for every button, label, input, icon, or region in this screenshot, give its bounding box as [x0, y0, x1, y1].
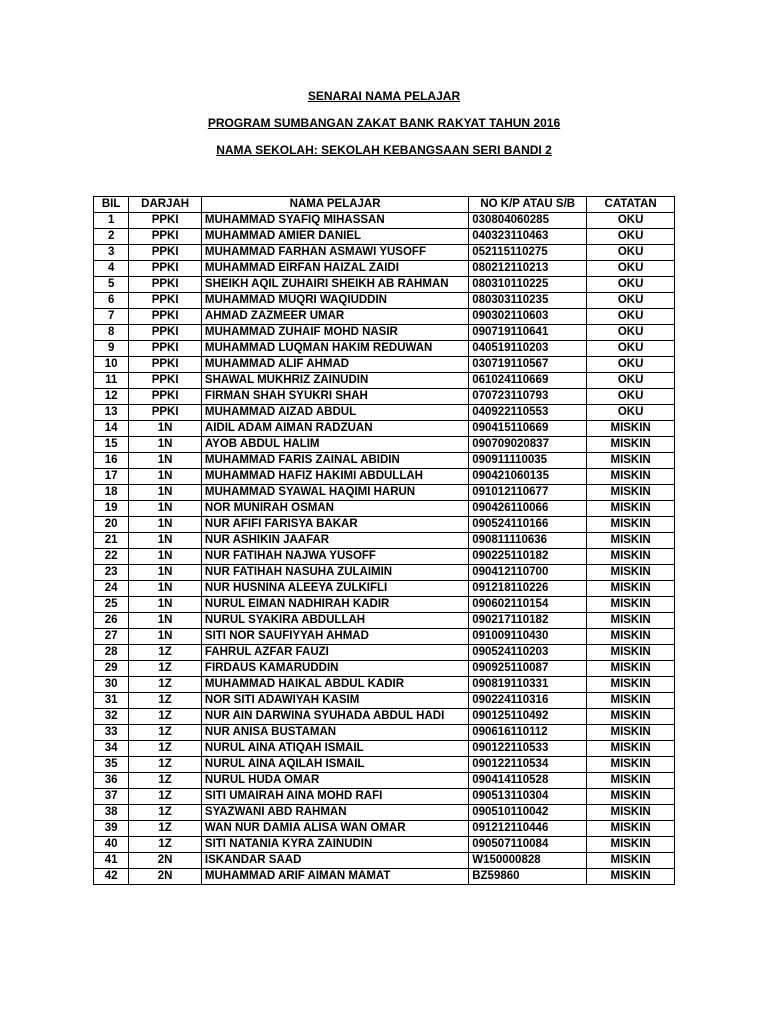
- cell-bil: 40: [94, 837, 129, 853]
- cell-nama-pelajar: NURUL EIMAN NADHIRAH KADIR: [201, 597, 468, 613]
- cell-nama-pelajar: MUHAMMAD AMIER DANIEL: [201, 229, 468, 245]
- table-body: [94, 213, 675, 885]
- cell-nama-pelajar: SHAWAL MUKHRIZ ZAINUDIN: [201, 373, 468, 389]
- cell-catatan: OKU: [587, 261, 675, 277]
- cell-darjah: 1N: [129, 597, 202, 613]
- cell-no-kp: 090302110603: [469, 309, 587, 325]
- cell-nama-pelajar: NUR ASHIKIN JAAFAR: [201, 533, 468, 549]
- cell-catatan: MISKIN: [587, 533, 675, 549]
- cell-darjah: 1N: [129, 533, 202, 549]
- table-row: [94, 389, 675, 405]
- cell-bil: 30: [94, 677, 129, 693]
- table-row: [94, 645, 675, 661]
- table-row: [94, 837, 675, 853]
- table-row: [94, 693, 675, 709]
- table-row: [94, 741, 675, 757]
- cell-nama-pelajar: SITI UMAIRAH AINA MOHD RAFI: [201, 789, 468, 805]
- table-row: [94, 805, 675, 821]
- cell-no-kp: 090122110534: [469, 757, 587, 773]
- table-row: [94, 245, 675, 261]
- cell-darjah: 1N: [129, 549, 202, 565]
- cell-no-kp: 090819110331: [469, 677, 587, 693]
- cell-catatan: OKU: [587, 341, 675, 357]
- cell-nama-pelajar: SITI NOR SAUFIYYAH AHMAD: [201, 629, 468, 645]
- table-row: [94, 661, 675, 677]
- cell-nama-pelajar: MUHAMMAD HAIKAL ABDUL KADIR: [201, 677, 468, 693]
- cell-bil: 39: [94, 821, 129, 837]
- cell-no-kp: 080303110235: [469, 293, 587, 309]
- cell-catatan: MISKIN: [587, 597, 675, 613]
- cell-darjah: 1Z: [129, 773, 202, 789]
- cell-no-kp: 070723110793: [469, 389, 587, 405]
- table-row: [94, 613, 675, 629]
- cell-no-kp: 090415110669: [469, 421, 587, 437]
- cell-nama-pelajar: NUR FATIHAH NAJWA YUSOFF: [201, 549, 468, 565]
- cell-no-kp: 091218110226: [469, 581, 587, 597]
- table-row: [94, 581, 675, 597]
- table-row: [94, 325, 675, 341]
- cell-nama-pelajar: MUHAMMAD SYAWAL HAQIMI HARUN: [201, 485, 468, 501]
- cell-darjah: 2N: [129, 869, 202, 885]
- cell-bil: 21: [94, 533, 129, 549]
- cell-bil: 14: [94, 421, 129, 437]
- cell-nama-pelajar: MUHAMMAD SYAFIQ MIHASSAN: [201, 213, 468, 229]
- cell-no-kp: W150000828: [469, 853, 587, 869]
- cell-darjah: 1Z: [129, 789, 202, 805]
- cell-darjah: 1N: [129, 453, 202, 469]
- cell-no-kp: 090911110035: [469, 453, 587, 469]
- table-row: [94, 277, 675, 293]
- cell-catatan: MISKIN: [587, 469, 675, 485]
- cell-catatan: MISKIN: [587, 437, 675, 453]
- cell-catatan: MISKIN: [587, 821, 675, 837]
- cell-catatan: OKU: [587, 389, 675, 405]
- cell-catatan: MISKIN: [587, 837, 675, 853]
- cell-catatan: OKU: [587, 405, 675, 421]
- cell-bil: 24: [94, 581, 129, 597]
- cell-catatan: OKU: [587, 245, 675, 261]
- cell-bil: 3: [94, 245, 129, 261]
- cell-darjah: PPKI: [129, 325, 202, 341]
- cell-catatan: MISKIN: [587, 501, 675, 517]
- cell-darjah: PPKI: [129, 293, 202, 309]
- cell-no-kp: 040922110553: [469, 405, 587, 421]
- cell-catatan: MISKIN: [587, 453, 675, 469]
- cell-darjah: 1Z: [129, 645, 202, 661]
- cell-bil: 28: [94, 645, 129, 661]
- cell-catatan: MISKIN: [587, 709, 675, 725]
- cell-catatan: MISKIN: [587, 869, 675, 885]
- cell-bil: 12: [94, 389, 129, 405]
- cell-catatan: MISKIN: [587, 581, 675, 597]
- cell-nama-pelajar: MUHAMMAD FARIS ZAINAL ABIDIN: [201, 453, 468, 469]
- cell-no-kp: 090925110087: [469, 661, 587, 677]
- student-table: [93, 196, 675, 885]
- cell-nama-pelajar: MUHAMMAD MUQRI WAQIUDDIN: [201, 293, 468, 309]
- column-header-no-kp: NO K/P ATAU S/B: [469, 197, 587, 213]
- cell-catatan: MISKIN: [587, 485, 675, 501]
- cell-nama-pelajar: MUHAMMAD ARIF AIMAN MAMAT: [201, 869, 468, 885]
- cell-no-kp: 090513110304: [469, 789, 587, 805]
- cell-nama-pelajar: AHMAD ZAZMEER UMAR: [201, 309, 468, 325]
- cell-bil: 5: [94, 277, 129, 293]
- cell-bil: 1: [94, 213, 129, 229]
- table-row: [94, 853, 675, 869]
- table-row: [94, 869, 675, 885]
- table-row: [94, 261, 675, 277]
- cell-darjah: 1N: [129, 437, 202, 453]
- cell-no-kp: 090225110182: [469, 549, 587, 565]
- cell-nama-pelajar: MUHAMMAD AIZAD ABDUL: [201, 405, 468, 421]
- cell-catatan: MISKIN: [587, 613, 675, 629]
- cell-bil: 34: [94, 741, 129, 757]
- cell-nama-pelajar: NOR MUNIRAH OSMAN: [201, 501, 468, 517]
- cell-no-kp: 090421060135: [469, 469, 587, 485]
- cell-bil: 9: [94, 341, 129, 357]
- column-header-bil: BIL: [94, 197, 129, 213]
- cell-darjah: 1Z: [129, 725, 202, 741]
- cell-darjah: PPKI: [129, 405, 202, 421]
- table-row: [94, 677, 675, 693]
- table-row: [94, 229, 675, 245]
- cell-catatan: OKU: [587, 229, 675, 245]
- cell-bil: 36: [94, 773, 129, 789]
- cell-catatan: MISKIN: [587, 517, 675, 533]
- cell-no-kp: 090412110700: [469, 565, 587, 581]
- cell-nama-pelajar: NUR ANISA BUSTAMAN: [201, 725, 468, 741]
- cell-darjah: 1Z: [129, 757, 202, 773]
- cell-catatan: MISKIN: [587, 565, 675, 581]
- cell-nama-pelajar: WAN NUR DAMIA ALISA WAN OMAR: [201, 821, 468, 837]
- column-header-darjah: DARJAH: [129, 197, 202, 213]
- cell-darjah: 1Z: [129, 661, 202, 677]
- cell-nama-pelajar: AIDIL ADAM AIMAN RADZUAN: [201, 421, 468, 437]
- cell-nama-pelajar: NURUL HUDA OMAR: [201, 773, 468, 789]
- cell-nama-pelajar: MUHAMMAD ZUHAIF MOHD NASIR: [201, 325, 468, 341]
- cell-darjah: PPKI: [129, 229, 202, 245]
- cell-no-kp: 091212110446: [469, 821, 587, 837]
- column-header-catatan: CATATAN: [587, 197, 675, 213]
- cell-darjah: 1N: [129, 469, 202, 485]
- table-row: [94, 565, 675, 581]
- cell-no-kp: 090507110084: [469, 837, 587, 853]
- cell-catatan: OKU: [587, 325, 675, 341]
- cell-nama-pelajar: MUHAMMAD FARHAN ASMAWI YUSOFF: [201, 245, 468, 261]
- cell-nama-pelajar: AYOB ABDUL HALIM: [201, 437, 468, 453]
- cell-bil: 17: [94, 469, 129, 485]
- cell-nama-pelajar: MUHAMMAD ALIF AHMAD: [201, 357, 468, 373]
- cell-no-kp: 090709020837: [469, 437, 587, 453]
- cell-bil: 38: [94, 805, 129, 821]
- cell-no-kp: 040323110463: [469, 229, 587, 245]
- cell-bil: 26: [94, 613, 129, 629]
- table-row: [94, 501, 675, 517]
- cell-darjah: 1N: [129, 485, 202, 501]
- cell-darjah: PPKI: [129, 357, 202, 373]
- table-header-row: [94, 197, 675, 213]
- cell-no-kp: 090217110182: [469, 613, 587, 629]
- table-row: [94, 373, 675, 389]
- cell-bil: 8: [94, 325, 129, 341]
- cell-nama-pelajar: SYAZWANI ABD RAHMAN: [201, 805, 468, 821]
- cell-catatan: MISKIN: [587, 757, 675, 773]
- cell-darjah: 1Z: [129, 677, 202, 693]
- cell-catatan: MISKIN: [587, 629, 675, 645]
- cell-nama-pelajar: NURUL AINA ATIQAH ISMAIL: [201, 741, 468, 757]
- cell-bil: 18: [94, 485, 129, 501]
- cell-nama-pelajar: FIRMAN SHAH SYUKRI SHAH: [201, 389, 468, 405]
- cell-bil: 15: [94, 437, 129, 453]
- cell-catatan: OKU: [587, 309, 675, 325]
- cell-no-kp: 090426110066: [469, 501, 587, 517]
- cell-darjah: PPKI: [129, 341, 202, 357]
- cell-no-kp: 090811110636: [469, 533, 587, 549]
- cell-no-kp: 091012110677: [469, 485, 587, 501]
- cell-darjah: 1Z: [129, 821, 202, 837]
- cell-no-kp: BZ59860: [469, 869, 587, 885]
- cell-darjah: 1Z: [129, 741, 202, 757]
- cell-darjah: 2N: [129, 853, 202, 869]
- table-row: [94, 453, 675, 469]
- cell-bil: 23: [94, 565, 129, 581]
- table-row: [94, 341, 675, 357]
- cell-no-kp: 040519110203: [469, 341, 587, 357]
- cell-catatan: OKU: [587, 357, 675, 373]
- cell-catatan: MISKIN: [587, 789, 675, 805]
- cell-no-kp: 030719110567: [469, 357, 587, 373]
- cell-no-kp: 090122110533: [469, 741, 587, 757]
- cell-nama-pelajar: FAHRUL AZFAR FAUZI: [201, 645, 468, 661]
- cell-bil: 32: [94, 709, 129, 725]
- cell-catatan: OKU: [587, 373, 675, 389]
- cell-darjah: 1N: [129, 501, 202, 517]
- table-row: [94, 709, 675, 725]
- cell-catatan: MISKIN: [587, 549, 675, 565]
- cell-catatan: MISKIN: [587, 421, 675, 437]
- cell-bil: 19: [94, 501, 129, 517]
- cell-bil: 11: [94, 373, 129, 389]
- cell-catatan: MISKIN: [587, 853, 675, 869]
- cell-no-kp: 090719110641: [469, 325, 587, 341]
- table-row: [94, 421, 675, 437]
- cell-nama-pelajar: NUR AFIFI FARISYA BAKAR: [201, 517, 468, 533]
- table-row: [94, 357, 675, 373]
- table-row: [94, 469, 675, 485]
- cell-nama-pelajar: SITI NATANIA KYRA ZAINUDIN: [201, 837, 468, 853]
- column-header-nama-pelajar: NAMA PELAJAR: [201, 197, 468, 213]
- table-row: [94, 213, 675, 229]
- table-row: [94, 773, 675, 789]
- cell-nama-pelajar: FIRDAUS KAMARUDDIN: [201, 661, 468, 677]
- table-row: [94, 517, 675, 533]
- table-row: [94, 309, 675, 325]
- cell-darjah: PPKI: [129, 261, 202, 277]
- cell-catatan: MISKIN: [587, 725, 675, 741]
- cell-bil: 41: [94, 853, 129, 869]
- table-row: [94, 485, 675, 501]
- cell-nama-pelajar: ISKANDAR SAAD: [201, 853, 468, 869]
- cell-darjah: 1N: [129, 421, 202, 437]
- cell-no-kp: 090602110154: [469, 597, 587, 613]
- cell-bil: 20: [94, 517, 129, 533]
- cell-catatan: MISKIN: [587, 693, 675, 709]
- cell-no-kp: 030804060285: [469, 213, 587, 229]
- cell-darjah: 1N: [129, 517, 202, 533]
- cell-bil: 7: [94, 309, 129, 325]
- cell-bil: 42: [94, 869, 129, 885]
- cell-darjah: PPKI: [129, 373, 202, 389]
- cell-nama-pelajar: NURUL SYAKIRA ABDULLAH: [201, 613, 468, 629]
- cell-darjah: PPKI: [129, 309, 202, 325]
- table-row: [94, 789, 675, 805]
- cell-darjah: PPKI: [129, 389, 202, 405]
- cell-bil: 16: [94, 453, 129, 469]
- cell-bil: 29: [94, 661, 129, 677]
- cell-nama-pelajar: MUHAMMAD EIRFAN HAIZAL ZAIDI: [201, 261, 468, 277]
- cell-bil: 35: [94, 757, 129, 773]
- table-row: [94, 533, 675, 549]
- cell-darjah: 1N: [129, 581, 202, 597]
- cell-no-kp: 090510110042: [469, 805, 587, 821]
- cell-bil: 4: [94, 261, 129, 277]
- school-name: NAMA SEKOLAH: SEKOLAH KEBANGSAAN SERI BANDI 2: [216, 143, 552, 157]
- cell-no-kp: 080212110213: [469, 261, 587, 277]
- table-row: [94, 405, 675, 421]
- cell-nama-pelajar: SHEIKH AQIL ZUHAIRI SHEIKH AB RAHMAN: [201, 277, 468, 293]
- cell-darjah: 1N: [129, 629, 202, 645]
- cell-darjah: 1N: [129, 565, 202, 581]
- cell-no-kp: 091009110430: [469, 629, 587, 645]
- cell-catatan: MISKIN: [587, 805, 675, 821]
- cell-no-kp: 061024110669: [469, 373, 587, 389]
- cell-darjah: 1Z: [129, 709, 202, 725]
- page-title: SENARAI NAMA PELAJAR: [307, 89, 461, 103]
- cell-nama-pelajar: MUHAMMAD HAFIZ HAKIMI ABDULLAH: [201, 469, 468, 485]
- table-row: [94, 293, 675, 309]
- cell-darjah: PPKI: [129, 245, 202, 261]
- cell-darjah: 1N: [129, 613, 202, 629]
- cell-no-kp: 080310110225: [469, 277, 587, 293]
- cell-bil: 6: [94, 293, 129, 309]
- cell-no-kp: 090524110203: [469, 645, 587, 661]
- cell-bil: 22: [94, 549, 129, 565]
- cell-nama-pelajar: NUR HUSNINA ALEEYA ZULKIFLI: [201, 581, 468, 597]
- cell-bil: 2: [94, 229, 129, 245]
- cell-darjah: 1Z: [129, 837, 202, 853]
- cell-no-kp: 090125110492: [469, 709, 587, 725]
- cell-bil: 33: [94, 725, 129, 741]
- table-row: [94, 725, 675, 741]
- cell-bil: 27: [94, 629, 129, 645]
- cell-no-kp: 090224110316: [469, 693, 587, 709]
- cell-darjah: 1Z: [129, 693, 202, 709]
- cell-darjah: PPKI: [129, 277, 202, 293]
- cell-catatan: MISKIN: [587, 773, 675, 789]
- cell-darjah: PPKI: [129, 213, 202, 229]
- cell-nama-pelajar: MUHAMMAD LUQMAN HAKIM REDUWAN: [201, 341, 468, 357]
- cell-catatan: OKU: [587, 277, 675, 293]
- cell-no-kp: 052115110275: [469, 245, 587, 261]
- cell-nama-pelajar: NURUL AINA AQILAH ISMAIL: [201, 757, 468, 773]
- cell-catatan: MISKIN: [587, 645, 675, 661]
- cell-darjah: 1Z: [129, 805, 202, 821]
- cell-catatan: OKU: [587, 213, 675, 229]
- table-row: [94, 757, 675, 773]
- table-row: [94, 437, 675, 453]
- cell-nama-pelajar: NUR AIN DARWINA SYUHADA ABDUL HADI: [201, 709, 468, 725]
- cell-no-kp: 090524110166: [469, 517, 587, 533]
- cell-bil: 10: [94, 357, 129, 373]
- table-row: [94, 549, 675, 565]
- cell-nama-pelajar: NUR FATIHAH NASUHA ZULAIMIN: [201, 565, 468, 581]
- table-row: [94, 597, 675, 613]
- cell-no-kp: 090414110528: [469, 773, 587, 789]
- cell-catatan: OKU: [587, 293, 675, 309]
- cell-bil: 31: [94, 693, 129, 709]
- cell-bil: 25: [94, 597, 129, 613]
- cell-catatan: MISKIN: [587, 741, 675, 757]
- cell-bil: 37: [94, 789, 129, 805]
- cell-no-kp: 090616110112: [469, 725, 587, 741]
- table-row: [94, 629, 675, 645]
- cell-catatan: MISKIN: [587, 661, 675, 677]
- table-row: [94, 821, 675, 837]
- program-title: PROGRAM SUMBANGAN ZAKAT BANK RAKYAT TAHUN 2016: [207, 116, 561, 130]
- cell-bil: 13: [94, 405, 129, 421]
- cell-catatan: MISKIN: [587, 677, 675, 693]
- cell-nama-pelajar: NOR SITI ADAWIYAH KASIM: [201, 693, 468, 709]
